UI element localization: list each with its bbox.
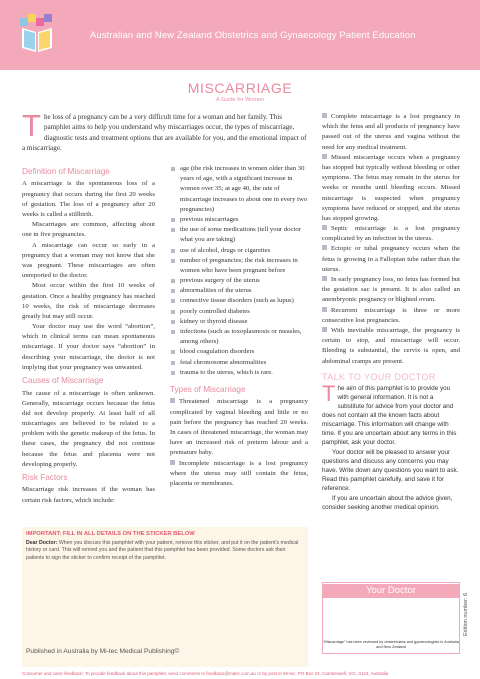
type-paragraph: Complete miscarriage is a lost pregnancy in which the fetus and all products of pregnancy have passed out of the uterus and vagina without the need for any medical treatment. [322,113,460,151]
definition-paragraph: Miscarriages are common, affecting about one in five pregnancies. [22,221,155,239]
publisher-line: Published in Australia by Mi-tec Medical Publishing© [26,648,180,655]
type-paragraph: Septic miscarriage is a lost pregnancy complicated by an infection in the uterus. [322,225,460,243]
book-logo-icon [18,12,56,56]
type-paragraph: Missed miscarriage occurs when a pregnancy has stopped but typically without bleeding or other symptoms. The fetus may remain in the uterus for weeks or months until bleeding occurs. Missed miscarriage is suspected when pregnancy symptoms have reduced or stopped, and the uterus has stopped growing. [322,153,460,222]
bullet-square-icon [170,460,175,465]
list-item: infections (such as toxoplasmosis or measles, among others) [170,327,308,347]
bullet-square-icon [322,113,327,118]
sticker-heading: IMPORTANT: FILL IN ALL DETAILS ON THE STICKER BELOW [26,531,195,537]
feedback-footer: Consumer and carer feedback: To provide feedback about this pamphlet, send comments to feedback@mitec.com.au or by post to Mi-tec, PO Box 24, Camberwell, VIC, 3124, Australia [22,671,389,676]
sticker-text: Dear Doctor: When you discuss this pamphlet with your patient, remove this sticker, and put it on the patient’s medical history or card. This will remind you and the patient that this pamphlet has been provided. Some doctors ask their patients to sign the sticker to confirm receipt of the pamphlet. [26,540,299,561]
type-paragraph: Incomplete miscarriage is a lost pregnancy where the uterus may still contain the fetus, placenta or membranes. [170,459,308,487]
org-name: Australian and New Zealand Obstetrics and Gynaecology Patient Education [90,30,416,41]
risk-factors-list [170,164,308,378]
bullet-square-icon [322,276,327,281]
column-2 [170,164,308,489]
intro-paragraph [22,108,307,153]
list-item: poorly controlled diabetes [170,307,308,317]
list-item: kidney or thyroid disease [170,317,308,327]
risk-factors-intro: Miscarriage risk increases if the woman has certain risk factors, which include: [22,486,155,504]
bullet-square-icon [322,327,327,332]
definition-paragraph: Most occur within the first 10 weeks of gestation. Once a healthy pregnancy has reached 10 weeks, the risk of miscarriage decreases greatly but may still occur. [22,282,155,320]
review-footnote: “Miscarriage” has been reviewed by obstetricians and gynaecologists in Australia and New Zealand [323,640,459,649]
talk-to-doctor-text: T he aim of this pamphlet is to provide you with general information. It is not a substitute for advice from your doctor and does not contain all the known facts about miscarriage. This information will change with time. If you are uncertain about any terms in this pamphlet, ask your doctor. [322,381,457,446]
page-subtitle: A Guide for Women [216,97,264,103]
talk-to-doctor-text: Your doctor will be pleased to answer your questions and discuss any concerns you may have. Write down any questions you want to ask. Read this pamphlet carefully, and save it for reference. [322,448,459,492]
type-paragraph: In early pregnancy loss, no fetus has formed but the gestation sac is present. It is also called an anembryonic pregnancy or blighted ovum. [322,276,460,304]
your-doctor-heading: Your Doctor [322,584,460,598]
list-item: fetal chromosome abnormalities [170,358,308,368]
edition-number: Edition number: 6 [463,592,469,636]
type-paragraph: Recurrent miscarriage is three or more consecutive lost pregnancies. [322,306,460,324]
list-item: abnormalities of the uterus [170,286,308,296]
column-1 [22,164,155,506]
list-item: the use of some medications (tell your doctor what you are taking) [170,225,308,245]
bullet-square-icon [170,398,175,403]
causes-heading: Causes of Miscarriage [22,376,104,386]
definition-paragraph: A miscarriage can occur so early in a pregnancy that a woman may not know that she was pregnant. These miscarriages are often unreported to the doctor. [22,241,155,280]
definition-heading: Definition of Miscarriage [22,167,110,176]
bullet-square-icon [322,245,327,250]
list-item: blood coagulation disorders [170,347,308,357]
column-3 [322,112,460,512]
list-item: connective tissue disorders (such as lupus) [170,296,308,306]
causes-paragraph: The cause of a miscarriage is often unknown. Generally, miscarriage occurs because the fetus did not develop properly. At least half of all miscarriages are believed to be related to a problem with the genetic makeup of the fetus. In these cases, the pregnancy did not continue because the fetus and placenta were not developing properly. [22,389,155,468]
talk-to-doctor-heading: TALK TO YOUR DOCTOR [322,371,436,382]
list-item: use of alcohol, drugs or cigarettes [170,246,308,256]
bullet-square-icon [322,225,327,230]
risk-factors-heading: Risk Factors [22,473,68,482]
types-heading: Types of Miscarriage [170,384,246,394]
page-title: MISCARRIAGE [187,80,293,96]
sticker-notice [22,527,308,667]
bullet-square-icon [322,154,327,159]
talk-dropcap: T [322,381,336,407]
list-item: previous surgery of the uterus [170,276,308,286]
type-paragraph: With inevitable miscarriage, the pregnancy is certain to stop, and miscarriage will occur. Bleeding is substantial, the cervix is open, and abdominal cramps are present. [322,326,460,365]
intro-dropcap: T [22,108,41,143]
bullet-square-icon [322,307,327,312]
list-item: trauma to the uterus, which is rare. [170,368,308,378]
list-item: number of pregnancies; the risk increases in women who have been pregnant before [170,256,308,276]
talk-to-doctor-text: If you are uncertain about the advice given, consider seeking another medical opinion. [322,494,453,511]
type-paragraph: Threatened miscarriage is a pregnancy complicated by vaginal bleeding and little or no pain before the pregnancy has reached 20 weeks. In cases of threatened miscarriage, the woman may have an increased risk of preterm labour and a premature baby. [170,398,308,457]
definition-paragraph: Your doctor may use the word “abortion”, which in clinical terms can mean spontaneous miscarriage. If your doctor says “abortion” in describing your miscarriage, the doctor is not implying that your pregnancy was unwanted. [22,323,155,371]
list-item: age (the risk increases in women older than 30 years of age, with a significant increase in women over 35; at age 40, the rate of miscarriage increases to about one in every two pregnancies) [170,164,308,215]
intro-text: he loss of a pregnancy can be a very difficult time for a woman and her family. This pamphlet aims to help you understand why miscarriages occur, the types of miscarriage, diagnostic tests and treatment options that are available for you, and the emotional impact of a miscarriage. [22,113,307,152]
definition-paragraph: A miscarriage is the spontaneous loss of a pregnancy that occurs during the first 20 weeks of gestation. The loss of a pregnancy after 20 weeks is called a stillbirth. [22,180,155,219]
header-banner [0,0,480,70]
type-paragraph: Ectopic or tubal pregnancy occurs when the fetus is growing in a Fallopian tube rather than the uterus. [322,245,460,273]
list-item: previous miscarriages [170,215,308,225]
